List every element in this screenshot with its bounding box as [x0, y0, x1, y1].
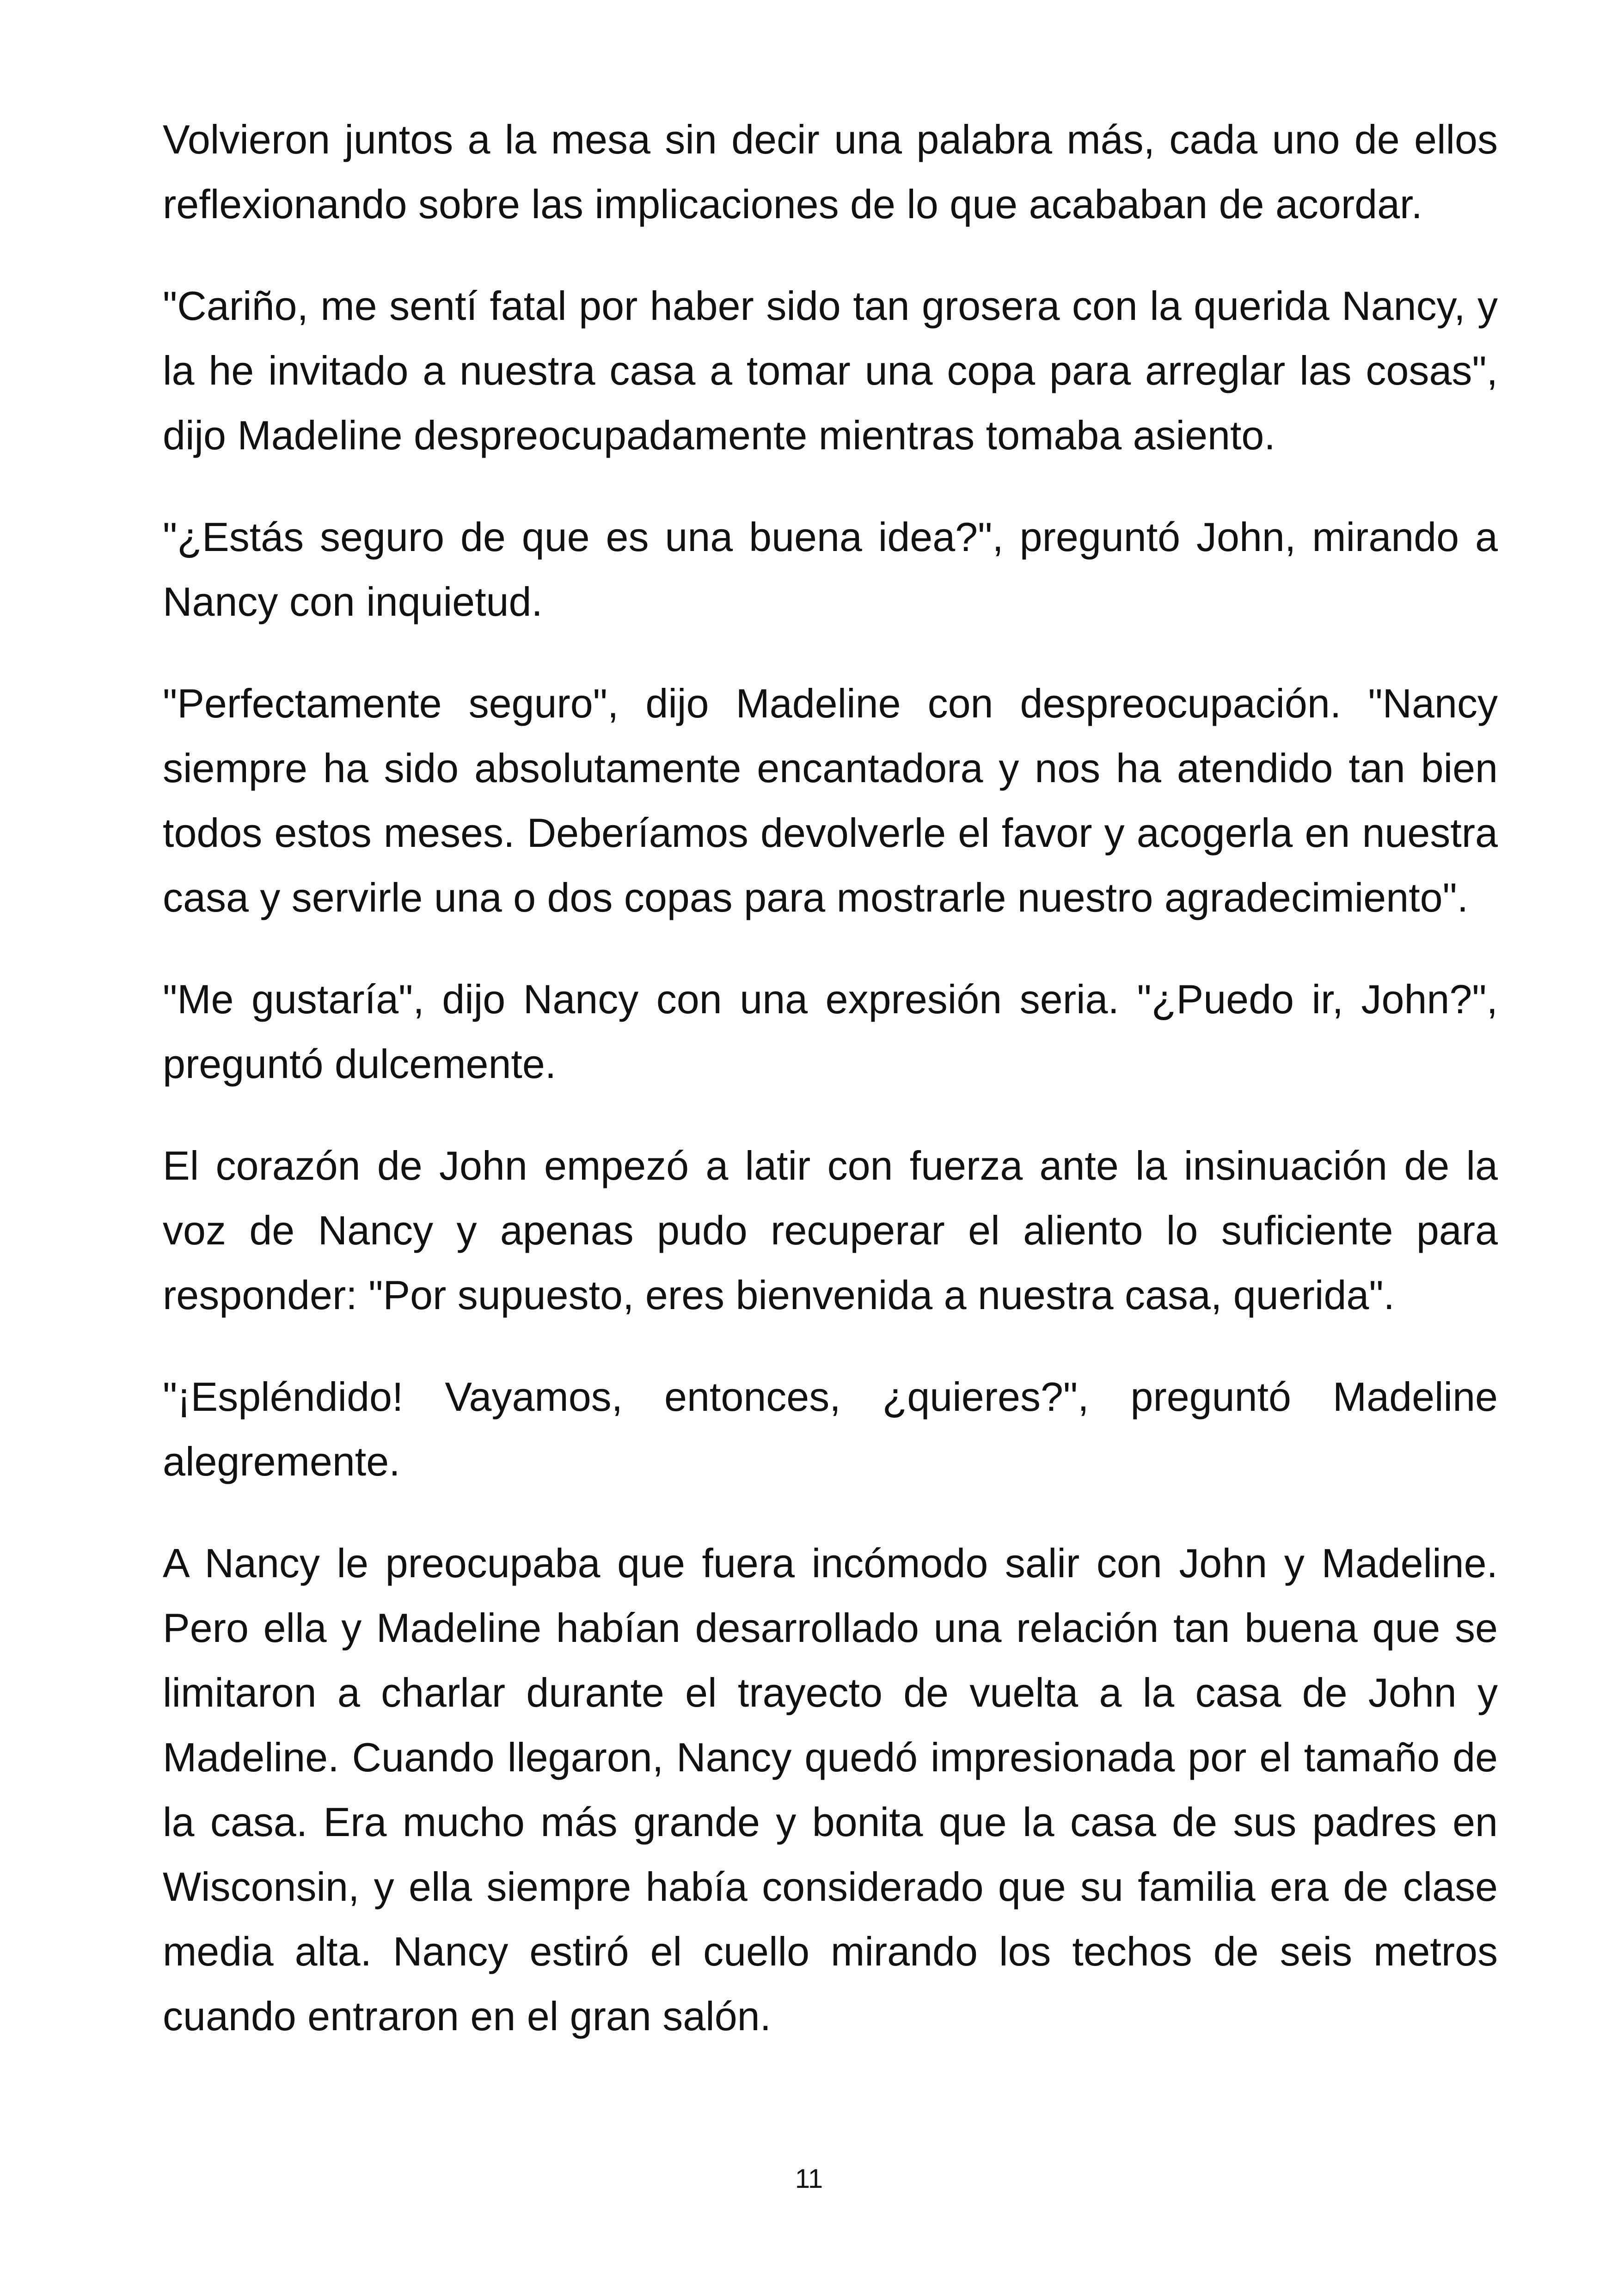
paragraph-6: El corazón de John empezó a latir con fuerza ante la insinuación de la voz de Nancy y apenas pudo recuperar el aliento lo suficiente para responder: "Por supuesto, eres bienvenida a nuestra casa, querida". — [163, 1143, 1498, 1318]
paragraph-2: "Cariño, me sentí fatal por haber sido tan grosera con la querida Nancy, y la he invitado a nuestra casa a tomar una copa para arreglar las cosas", dijo Madeline despreocupadamente mientras tomaba asiento. — [163, 283, 1498, 458]
paragraph-3: "¿Estás seguro de que es una buena idea?", preguntó John, mirando a Nancy con inquietud. — [163, 514, 1498, 625]
paragraph-4: "Perfectamente seguro", dijo Madeline con despreocupación. "Nancy siempre ha sido absolutamente encantadora y nos ha atendido tan bien todos estos meses. Deberíamos devolverle el favor y acogerla en nuestra casa y servirle una o dos copas para mostrarle nuestro agradecimiento". — [163, 680, 1498, 920]
paragraph-5: "Me gustaría", dijo Nancy con una expresión seria. "¿Puedo ir, John?", preguntó dulcemente. — [163, 976, 1498, 1087]
paragraph-1: Volvieron juntos a la mesa sin decir una palabra más, cada uno de ellos reflexionando sobre las implicaciones de lo que acababan de acordar. — [163, 116, 1498, 227]
paragraph-7: "¡Espléndido! Vayamos, entonces, ¿quieres?", preguntó Madeline alegremente. — [163, 1374, 1498, 1484]
body-text — [163, 107, 1498, 2049]
paragraph-8: A Nancy le preocupaba que fuera incómodo salir con John y Madeline. Pero ella y Madeline habían desarrollado una relación tan buena que se limitaron a charlar durante el trayecto de vuelta a la casa de John y Madeline. Cuando llegaron, Nancy quedó impresionada por el tamaño de la casa. Era mucho más grande y bonita que la casa de sus padres en Wisconsin, y ella siempre había considerado que su familia era de clase media alta. Nancy estiró el cuello mirando los techos de seis metros cuando entraron en el gran salón. — [163, 1540, 1498, 2039]
page-number: 11 — [795, 2164, 823, 2194]
